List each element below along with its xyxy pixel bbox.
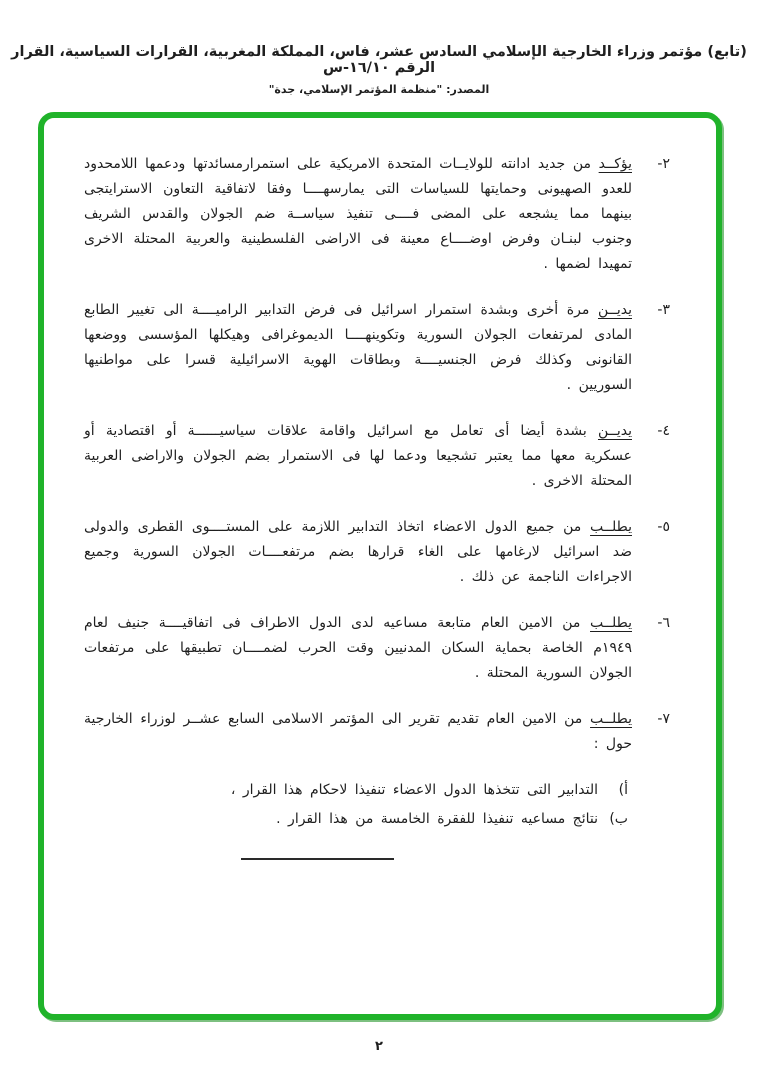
- item-text: يطلــب من الامين العام تقديم تقرير الى المؤتمر الاسلامى السابع عشــر لوزراء الخارجية حول :: [84, 711, 632, 752]
- item-number: ٣-: [657, 302, 670, 318]
- item-lead-word: يطلــب: [590, 615, 632, 631]
- item-number: ٤-: [657, 423, 670, 439]
- end-separator: [241, 858, 394, 860]
- item-text: يديــن بشدة أيضا أى تعامل مع اسرائيل واقامة علاقات سياسيــــــة أو اقتصادية أو عسكرية معها مما يعتبر تشجيعا ودعما لها فى الاستمرار بضم الجولان والاراضى العربية المحتلة الاخرى .: [84, 423, 632, 489]
- page-number: ٢: [375, 1039, 383, 1054]
- item-number: ٢-: [657, 156, 670, 172]
- sub-item-text: نتائج مساعيه تنفيذا للفقرة الخامسة من هذا القرار .: [276, 811, 598, 827]
- item-number: ٦-: [657, 615, 670, 631]
- item-lead-word: يطلــب: [590, 711, 632, 727]
- item-text: يطلــب من جميع الدول الاعضاء اتخاذ التدابير اللازمة على المستــــوى القطرى والدولى ضد اسرائيل لارغامها على الغاء قرارها بضم مرتفعــــات الجولان السورية وجميع الاجراءات الناجمة عن ذلك .: [84, 519, 632, 585]
- item-text: يديــن مرة أخرى وبشدة استمرار اسرائيل فى فرض التدابير الراميــــة الى تغيير الطابع المادى لمرتفعات الجولان السورية وتكوينهــــا الديموغرافى وهيكلها المؤسسى ووضعها القانونى وكذلك فرض الجنسيــــة وبطاقات الهوية الاسرائيلية قسرا على مواطنيها السوريين .: [84, 302, 632, 393]
- document-frame: [38, 112, 722, 1020]
- item-lead-word: يديــن: [597, 423, 632, 439]
- item-text: يطلــب من الامين العام متابعة مساعيه لدى الدول الاطراف فى اتفاقيــــة جنيف لعام ١٩٤٩م الخاصة بحماية السكان المدنيين وقت الحرب لضمــــان تطبيقها على مرتفعات الجولان السورية المحتلة .: [84, 615, 632, 681]
- sub-item-text: التدابير التى تتخذها الدول الاعضاء تنفيذا لاحكام هذا القرار ،: [230, 782, 598, 798]
- sub-items: [84, 778, 628, 832]
- resolution-item: [84, 515, 670, 590]
- sub-item-marker: أ): [618, 782, 628, 798]
- item-lead-word: يطلــب: [590, 519, 632, 535]
- sub-item: [84, 778, 628, 803]
- resolution-item: [84, 707, 670, 757]
- resolution-item: [84, 611, 670, 686]
- item-number: ٧-: [657, 711, 670, 727]
- resolution-item: [84, 152, 670, 277]
- header-source: المصدر: "منظمة المؤتمر الإسلامي، جدة": [268, 83, 490, 96]
- item-lead-word: يديــن: [597, 302, 632, 318]
- sub-item-marker: ب): [609, 811, 628, 827]
- header-title: (تابع) مؤتمر وزراء الخارجية الإسلامي السادس عشر، فاس، المملكة المغربية، القرارات السياسية، القرار الرقم ١٦/١٠-س: [11, 44, 747, 76]
- resolution-item: [84, 419, 670, 494]
- sub-item: [84, 807, 628, 832]
- resolution-items: [44, 118, 716, 832]
- resolution-item: [84, 298, 670, 398]
- document-header: [0, 44, 758, 96]
- item-number: ٥-: [657, 519, 670, 535]
- item-lead-word: يؤكــد: [598, 156, 632, 172]
- item-text: يؤكــد من جديد ادانته للولايــات المتحدة الامريكية على استمرارمسائدتها ودعمها اللامحدود للعدو الصهيونى وحمايتها للسياسات التى يمارسهــــا وفقا لاتفاقية التعاون الاسترايتجى بينهما مما يشجعه على المضى فــــى تنفيذ سياســة ضم الجولان والقدس الشريف وجنوب لبنـان وفرض اوضــــاع معينة فى الاراضى الفلسطينية والعربية المحتلة الاخرى تمهيدا لضمها .: [84, 156, 632, 272]
